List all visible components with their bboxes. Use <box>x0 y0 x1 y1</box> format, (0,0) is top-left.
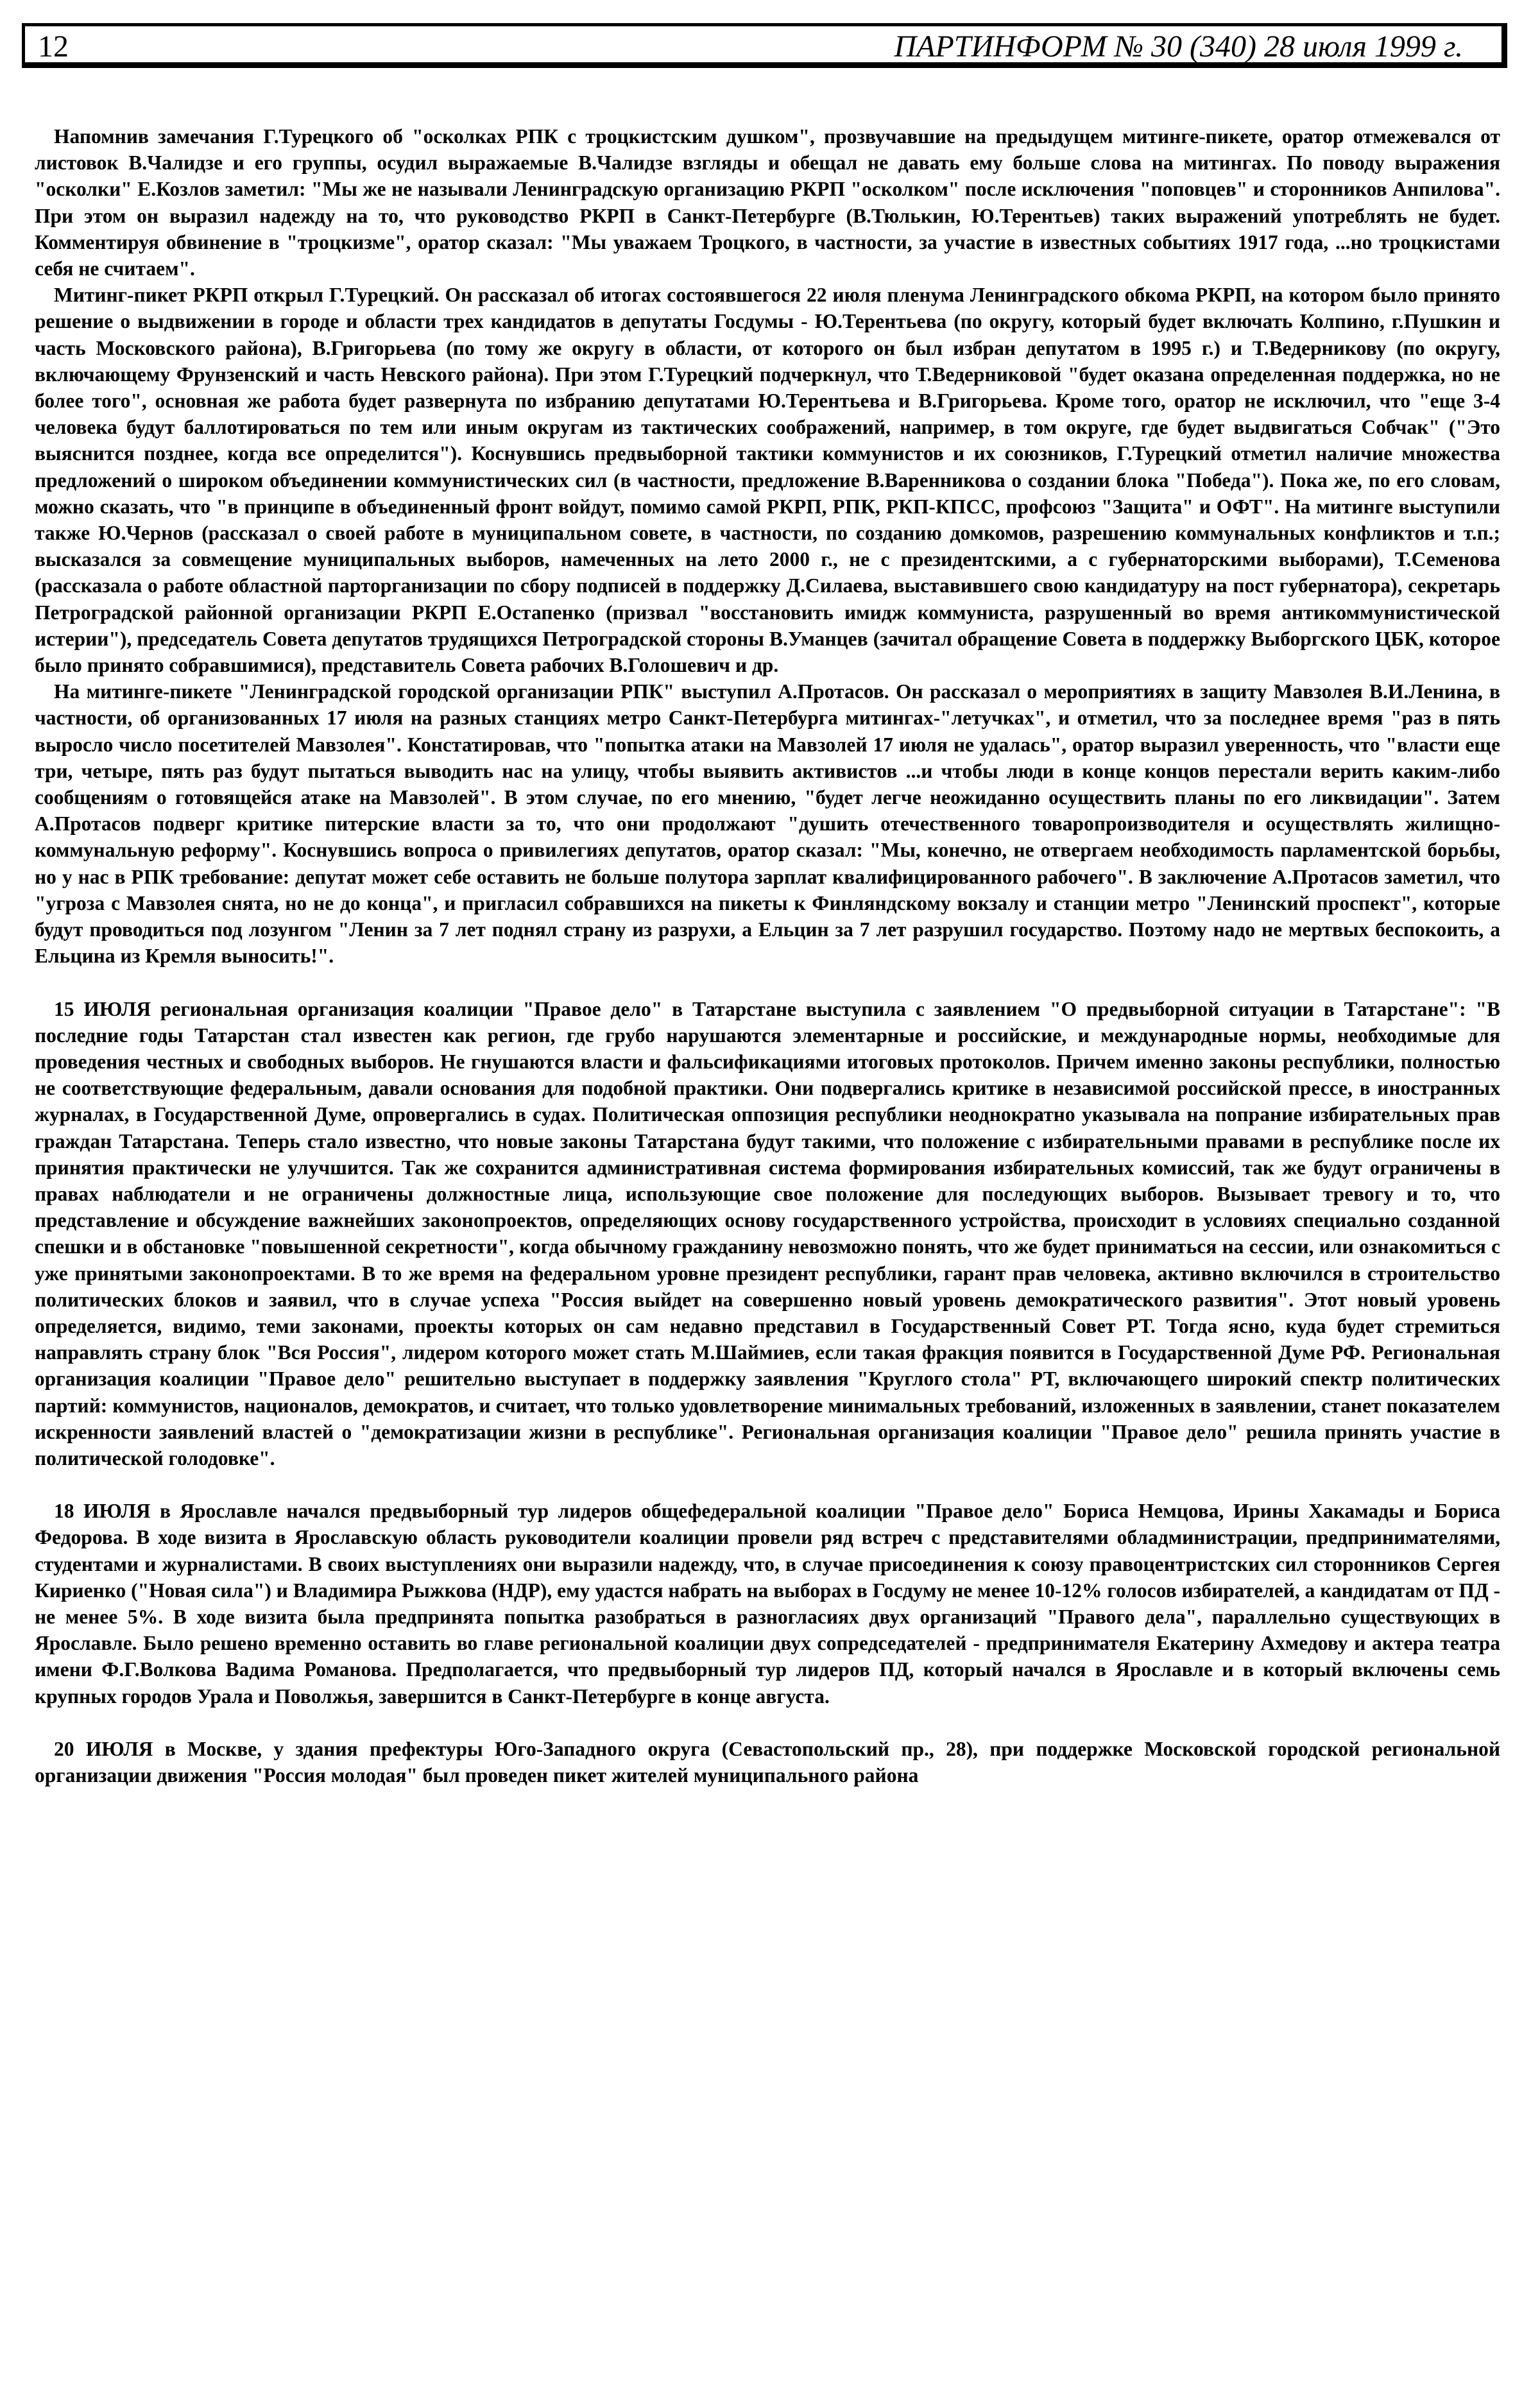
paragraph-1: Напомнив замечания Г.Турецкого об "осколках РПК с троцкистским душком", прозвучавшие на предыдущем митинге-пикете, оратор отмежевался от листовок В.Чалидзе и его группы, осудил выражаемые В.Чалидзе взгляды и обещал не давать ему больше слова на митингах. По поводу выражения "осколки" Е.Козлов заметил: "Мы же не называли Ленинградскую организацию РКРП "осколком" после исключения "поповцев" и сторонников Анпилова". При этом он выразил надежду на то, что руководство РКРП в Санкт-Петербурге (В.Тюлькин, Ю.Терентьев) таких выражений употреблять не будет. Комментируя обвинение в "троцкизме", оратор сказал: "Мы уважаем Троцкого, в частности, за участие в известных событиях 1917 года, ...но троцкистами себя не считаем". <box>35 125 1500 280</box>
paragraph-2: Митинг-пикет РКРП открыл Г.Турецкий. Он рассказал об итогах состоявшегося 22 июля пленума Ленинградского обкома РКРП, на котором было принято решение о выдвижении в городе и области трех кандидатов в депутаты Госдумы - Ю.Терентьева (по округу, который будет включать Колпино, г.Пушкин и часть Московского района), В.Григорьева (по тому же округу в области, от которого он был избран депутатом в 1995 г.) и Т.Ведерникову (по округу, включающему Фрунзенский и часть Невского района). При этом Г.Турецкий подчеркнул, что Т.Ведерниковой "будет оказана определенная поддержка, но не более того", основная же работа будет развернута по избранию депутатами Ю.Терентьева и В.Григорьева. Кроме того, оратор не исключил, что "еще 3-4 человека будут баллотироваться по тем или иным округам из тактических соображений, например, в том округе, где будет выдвигаться Собчак" ("Это выяснится позднее, когда все определится"). Коснувшись предвыборной тактики коммунистов и их союзников, Г.Турецкий отметил наличие множества предложений о широком объединении коммунистических сил (в частности, предложение В.Варенникова о создании блока "Победа"). Пока же, по его словам, можно сказать, что "в принципе в объединенный фронт войдут, помимо самой РКРП, РПК, РКП-КПСС, профсоюз "Защита" и ОФТ". На митинге выступили также Ю.Чернов (рассказал о своей работе в муниципальном совете, в частности, по созданию домкомов, разрешению коммунальных конфликтов и т.п.; высказался за совмещение муниципальных выборов, намеченных на лето 2000 г., не с президентскими, а с губернаторскими выборами), Т.Семенова (рассказала о работе областной парторганизации по сбору подписей в поддержку Д.Силаева, выставившего свою кандидатуру на пост губернатора), секретарь Петроградской районной организации РКРП Е.Остапенко (призвал "восстановить имидж коммуниста, разрушенный во время антикоммунистической истерии"), председатель Совета депутатов трудящихся Петроградской стороны В.Уманцев (зачитал обращение Совета в поддержку Выборгского ЦБК, которое было принято собравшимися), представитель Совета рабочих В.Голошевич и др. <box>35 284 1500 677</box>
publication-title: ПАРТИНФОРМ № 30 (340) 28 июля 1999 г. <box>894 30 1463 64</box>
paragraph-4: 15 ИЮЛЯ региональная организация коалиции "Правое дело" в Татарстане выступила с заявлением "О предвыборной ситуации в Татарстане": "В последние годы Татарстан стал известен как регион, где грубо нарушаются элементарные и российские, и международные нормы, необходимые для проведения честных и свободных выборов. Не гнушаются власти и фальсификациями итоговых протоколов. Причем именно законы республики, полностью не соответствующие федеральным, давали основания для подобной практики. Они подвергались критике в независимой российской прессе, в иностранных журналах, в Государственной Думе, опровергались в судах. Политическая оппозиция республики неоднократно указывала на попрание избирательных прав граждан Татарстана. Теперь стало известно, что новые законы Татарстана будут такими, что положение с избирательными правами в республике после их принятия практически не улучшится. Так же сохранится административная система формирования избирательных комиссий, так же будут ограничены в правах наблюдатели и не ограничены должностные лица, использующие свое положение для последующих выборов. Вызывает тревогу и то, что представление и обсуждение важнейших законопроектов, определяющих основу государственного устройства, происходит в условиях специально созданной спешки и в обстановке "повышенной секретности", когда обычному гражданину невозможно понять, что же будет приниматься на сессии, или ознакомиться с уже принятыми законопроектами. В то же время на федеральном уровне президент республики, гарант прав человека, активно включился в строительство политических блоков и заявил, что в случае успеха "Россия выйдет на совершенно новый уровень демократического развития". Этот новый уровень определяется, видимо, теми законами, проекты которых он сам недавно представил в Государственный Совет РТ. Тогда ясно, куда будет стремиться направлять страну блок "Вся Россия", лидером которого может стать М.Шаймиев, если такая фракция появится в Государственной Думе РФ. Региональная организация коалиции "Правое дело" решительно выступает в поддержку заявления "Круглого стола" РТ, включающего широкий спектр политических партий: коммунистов, националов, демократов, и считает, что только удовлетворение минимальных требований, изложенных в заявлении, станет показателем искренности заявлений властей о "демократизации жизни в республике". Региональная организация коалиции "Правое дело" решила принять участие в политической голодовке". <box>35 997 1500 1469</box>
article-body <box>35 123 1500 1788</box>
paragraph-6: 20 ИЮЛЯ в Москве, у здания префектуры Юго-Западного округа (Севастопольский пр., 28), при поддержке Московской городской региональной организации движения "Россия молодая" был проведен пикет жителей муниципального района <box>35 1737 1500 1786</box>
paragraph-5: 18 ИЮЛЯ в Ярославле начался предвыборный тур лидеров общефедеральной коалиции "Правое дело" Бориса Немцова, Ирины Хакамады и Бориса Федорова. В ходе визита в Ярославскую область руководители коалиции провели ряд встреч с представителями обладминистрации, предпринимателями, студентами и журналистами. В своих выступлениях они выразили надежду, что, в случае присоединения к союзу правоцентристских сил сторонников Сергея Кириенко ("Новая сила") и Владимира Рыжкова (НДР), ему удастся набрать на выборах в Госдуму не менее 10-12% голосов избирателей, а кандидатам от ПД - не менее 5%. В ходе визита была предпринята попытка разобраться в разногласиях двух организаций "Правого дела", параллельно существующих в Ярославле. Было решено временно оставить во главе региональной коалиции двух сопредседателей - предпринимателя Екатерину Ахмедову и актера театра имени Ф.Г.Волкова Вадима Романова. Предполагается, что предвыборный тур лидеров ПД, который начался в Ярославле и в который включены семь крупных городов Урала и Поволжья, завершится в Санкт-Петербурге в конце августа. <box>35 1500 1500 1708</box>
paragraph-3: На митинге-пикете "Ленинградской городской организации РПК" выступил А.Протасов. Он рассказал о мероприятиях в защиту Мавзолея В.И.Ленина, в частности, об организованных 17 июля на разных станциях метро Санкт-Петербурга митингах-"летучках", и отметил, что за последнее время "раз в пять выросло число посетителей Мавзолея". Констатировав, что "попытка атаки на Мавзолей 17 июля не удалась", оратор выразил уверенность, что "власти еще три, четыре, пять раз будут пытаться выводить нас на улицу, чтобы выявить активистов ...и чтобы люди в конце концов перестали верить каким-либо сообщениям о готовящейся атаке на Мавзолей". В этом случае, по его мнению, "будет легче неожиданно осуществить планы по его ликвидации". Затем А.Протасов подверг критике питерские власти за то, что они продолжают "душить отечественного товаропроизводителя и осуществлять жилищно-коммунальную реформу". Коснувшись вопроса о привилегиях депутатов, оратор сказал: "Мы, конечно, не отвергаем необходимость парламентской борьбы, но у нас в РПК требование: депутат может себе оставить не больше полутора зарплат квалифицированного рабочего". В заключение А.Протасов заметил, что "угроза с Мавзолея снята, но не до конца", и пригласил собравшихся на пикеты к Финляндскому вокзалу и станции метро "Ленинский проспект", которые будут проводиться под лозунгом "Ленин за 7 лет поднял страну из разрухи, а Ельцин за 7 лет разрушил государство. Поэтому надо не мертвых беспокоить, а Ельцина из Кремля выносить!". <box>35 680 1500 968</box>
page-number: 12 <box>38 30 69 64</box>
page-header <box>22 23 1507 68</box>
